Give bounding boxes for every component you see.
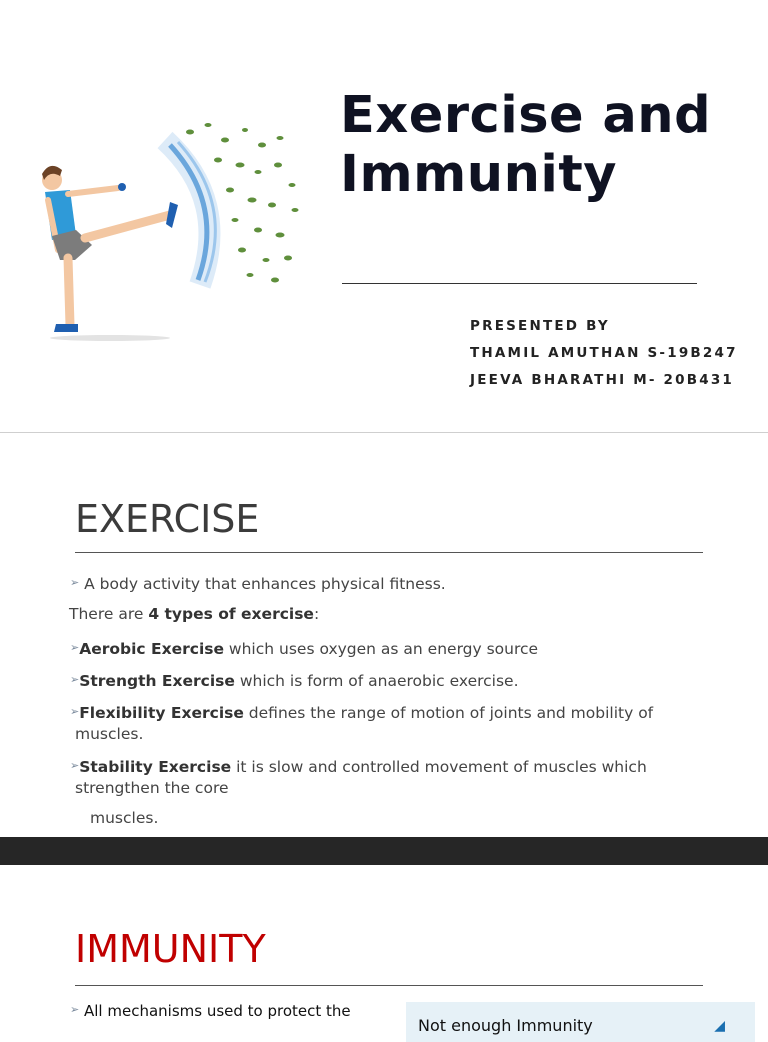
- item-text: which uses oxygen as an energy source: [224, 640, 539, 658]
- arrow-bullet-icon: ➢: [70, 641, 80, 654]
- immunity-heading: IMMUNITY: [75, 927, 266, 971]
- item-text-line-2: muscles.: [75, 725, 144, 743]
- presenter-block: [470, 318, 738, 399]
- list-item: [70, 755, 647, 799]
- exercise-slide: [0, 433, 768, 837]
- definition-bullet: [70, 572, 446, 595]
- item-text: which is form of anaerobic exercise.: [234, 672, 519, 690]
- item-text: it is slow and controlled movement of muscles which: [231, 758, 647, 776]
- dark-separator-band: [0, 837, 768, 865]
- types-prefix: There are: [69, 605, 149, 623]
- immunity-slide: [0, 865, 768, 1035]
- presented-by-label: PRESENTED BY: [470, 318, 610, 334]
- item-bold: Stability Exercise: [79, 758, 232, 776]
- arrow-bullet-icon: ➢: [70, 759, 80, 772]
- author-1: THAMIL AMUTHAN S-19B247: [470, 345, 738, 361]
- item-bold: Strength Exercise: [79, 672, 235, 690]
- exercise-heading: EXERCISE: [75, 497, 260, 541]
- immunity-bullet-text: All mechanisms used to protect the: [84, 1002, 351, 1020]
- title-slide: [0, 0, 768, 432]
- tail-text: muscles.: [90, 809, 159, 827]
- arrow-bullet-icon: ➢: [70, 1003, 80, 1016]
- immunity-bullet: [70, 1002, 351, 1020]
- kick-germs-illustration: [30, 110, 320, 350]
- item-text: defines the range of motion of joints and mobility of: [243, 704, 654, 722]
- title-line-2: Immunity: [340, 145, 617, 204]
- list-item: [70, 701, 653, 745]
- arrow-icon: ◢: [714, 1018, 725, 1034]
- info-box: [406, 1002, 755, 1042]
- list-item: [70, 669, 519, 692]
- item-bold: Aerobic Exercise: [79, 640, 224, 658]
- types-intro: [69, 604, 319, 625]
- title-underline: [342, 283, 697, 284]
- arrow-bullet-icon: ➢: [70, 705, 80, 718]
- immunity-heading-rule: [75, 985, 703, 986]
- arrow-bullet-icon: ➢: [70, 576, 80, 589]
- arrow-bullet-icon: ➢: [70, 673, 80, 686]
- exercise-heading-rule: [75, 552, 703, 553]
- list-item: [70, 637, 538, 660]
- item-text-line-2: strengthen the core: [75, 779, 229, 797]
- item-bold: Flexibility Exercise: [79, 704, 244, 722]
- info-box-text: Not enough Immunity: [418, 1016, 593, 1035]
- title-line-1: Exercise and: [340, 86, 712, 145]
- definition-text: A body activity that enhances physical fitness.: [84, 575, 446, 593]
- types-bold: 4 types of exercise: [148, 605, 314, 623]
- author-2: JEEVA BHARATHI M- 20B431: [470, 372, 735, 388]
- types-suffix: :: [313, 605, 320, 623]
- presentation-title: [340, 86, 760, 204]
